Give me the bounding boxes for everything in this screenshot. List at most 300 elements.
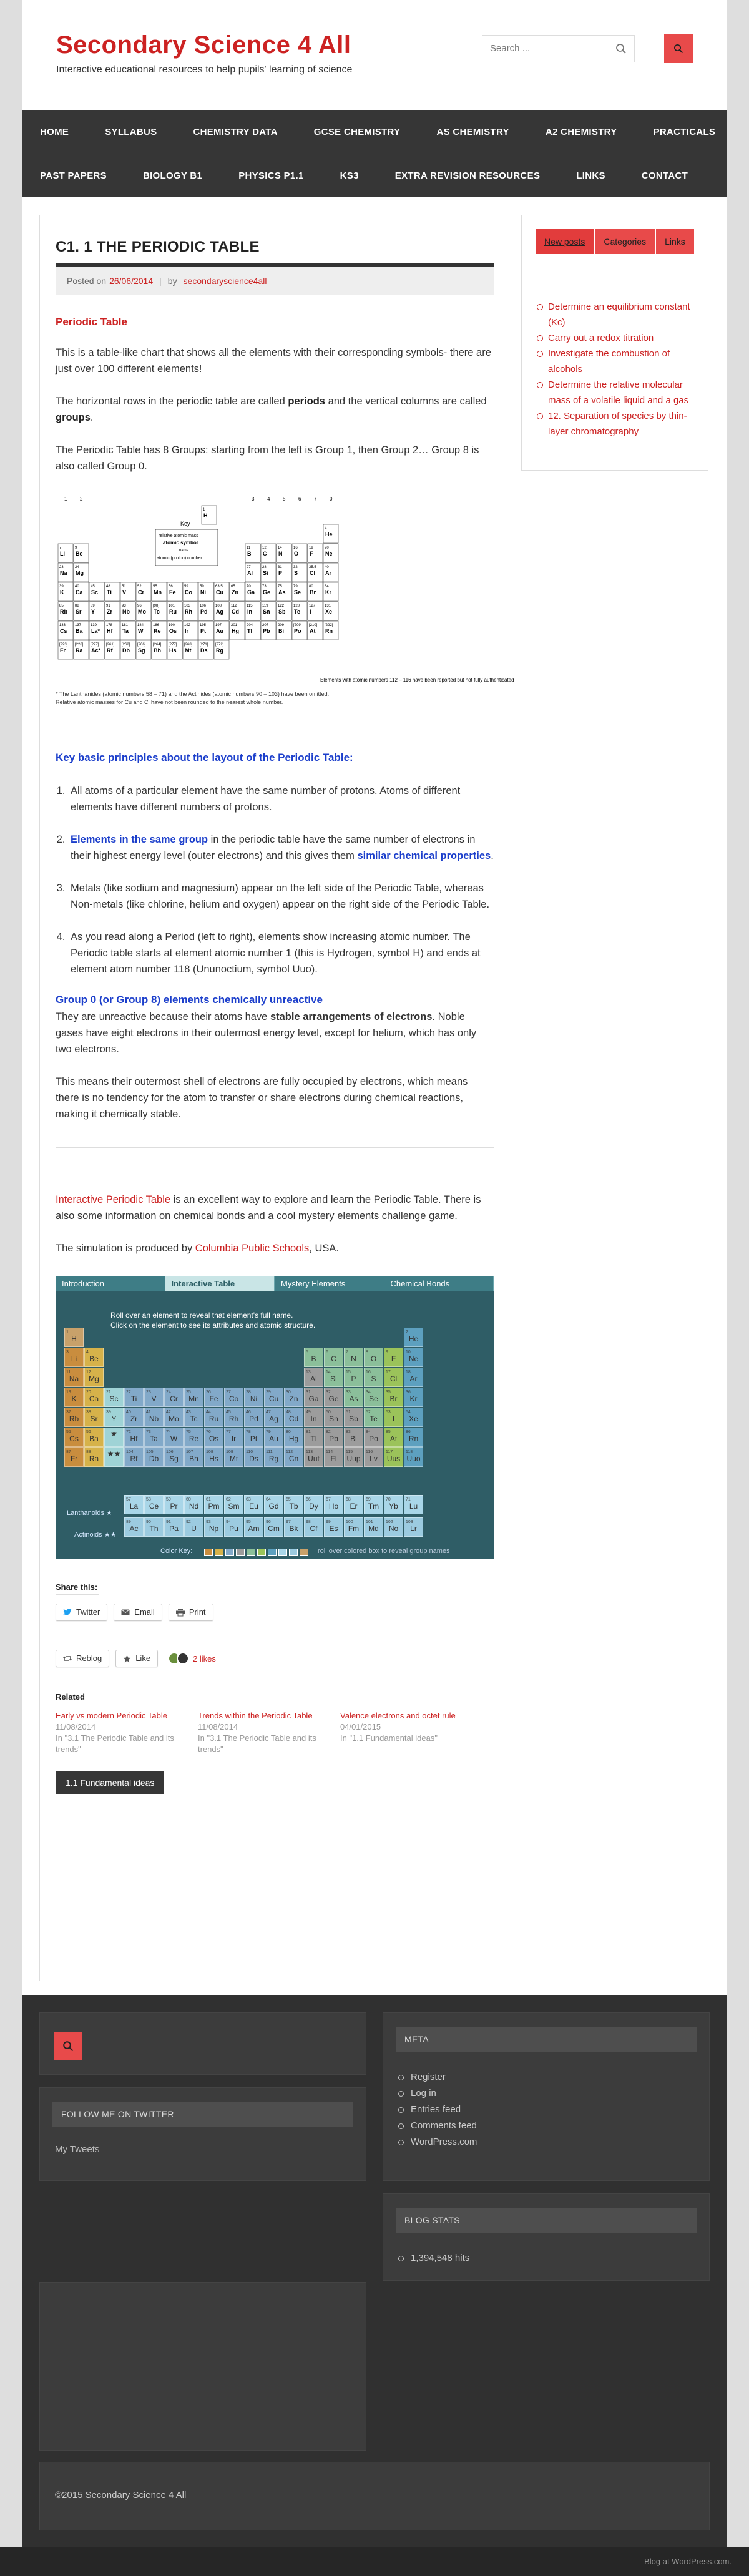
share-email-button[interactable] xyxy=(114,1604,162,1621)
ipt-element[interactable] xyxy=(224,1495,243,1514)
element-symbol: As xyxy=(278,589,286,595)
ipt-element[interactable] xyxy=(324,1495,343,1514)
interactive-periodic-table[interactable] xyxy=(56,1276,494,1559)
ipt-element[interactable] xyxy=(304,1495,323,1514)
ipt-element-symbol: Ni xyxy=(250,1394,258,1403)
ipt-element[interactable] xyxy=(344,1348,363,1367)
ipt-element[interactable] xyxy=(164,1428,184,1447)
ipt-element[interactable] xyxy=(364,1388,383,1407)
ipt-element[interactable] xyxy=(384,1388,403,1407)
nav-links[interactable]: LINKS xyxy=(576,170,605,181)
sidebar-post-link[interactable]: Determine the relative molecular mass of a volatile liquid and a gas xyxy=(536,377,695,408)
ipt-element[interactable] xyxy=(224,1428,243,1447)
ipt-element[interactable] xyxy=(404,1328,423,1347)
ipt-color-key-box[interactable] xyxy=(257,1549,266,1556)
ipt-element-number: 1 xyxy=(66,1330,69,1335)
related-post-link[interactable]: Trends within the Periodic Table xyxy=(198,1711,313,1720)
ipt-element[interactable] xyxy=(284,1447,303,1467)
ipt-element[interactable] xyxy=(204,1428,223,1447)
ipt-element[interactable] xyxy=(384,1495,403,1514)
ipt-element[interactable] xyxy=(204,1388,223,1407)
ipt-tab-mystery[interactable]: Mystery Elements xyxy=(275,1276,384,1291)
ipt-element-symbol: Mg xyxy=(89,1374,99,1383)
ipt-element[interactable] xyxy=(84,1428,104,1447)
ipt-element[interactable] xyxy=(184,1388,203,1407)
ipt-element[interactable] xyxy=(324,1368,343,1387)
ipt-element[interactable] xyxy=(404,1495,423,1514)
term-groups: groups xyxy=(56,412,91,423)
ipt-element[interactable] xyxy=(384,1428,403,1447)
ipt-element[interactable] xyxy=(164,1388,184,1407)
element-mass: 7 xyxy=(59,546,62,550)
nav-a2-chemistry[interactable]: A2 CHEMISTRY xyxy=(545,126,617,137)
ipt-element[interactable] xyxy=(144,1447,164,1467)
nav-biology-b1[interactable]: BIOLOGY B1 xyxy=(142,170,203,181)
ipt-element-number: 14 xyxy=(326,1370,331,1374)
ipt-element[interactable] xyxy=(164,1495,184,1514)
element-symbol: Sb xyxy=(278,609,286,615)
ipt-element-symbol: Al xyxy=(310,1374,317,1383)
ipt-element[interactable] xyxy=(224,1447,243,1467)
ipt-element[interactable] xyxy=(324,1348,343,1367)
ipt-element[interactable] xyxy=(264,1408,283,1427)
element-symbol: Ba xyxy=(76,628,83,634)
ipt-element[interactable] xyxy=(324,1408,343,1427)
header-search xyxy=(482,35,635,62)
element-symbol: Rg xyxy=(216,647,223,654)
interactive-paragraph xyxy=(56,1192,494,1224)
ipt-element-number: 112 xyxy=(286,1450,293,1454)
reblog-button[interactable] xyxy=(56,1650,109,1667)
ipt-element-symbol: Sr xyxy=(90,1414,98,1423)
meta-link-register[interactable]: Register xyxy=(408,2069,477,2085)
ipt-element[interactable] xyxy=(344,1428,363,1447)
ipt-element[interactable] xyxy=(104,1428,124,1447)
ipt-element-symbol: Re xyxy=(188,1434,199,1443)
element-mass: 178 xyxy=(106,624,113,627)
ipt-element[interactable] xyxy=(324,1517,343,1537)
my-tweets-link[interactable]: My Tweets xyxy=(55,2144,100,2155)
element-mass: [268] xyxy=(184,643,193,647)
site-header xyxy=(22,0,727,110)
ipt-color-key-box[interactable] xyxy=(268,1549,277,1556)
element-mass: 133 xyxy=(59,624,66,627)
element-mass: [210] xyxy=(309,624,318,627)
ipt-element[interactable] xyxy=(144,1517,164,1537)
header-search-button[interactable] xyxy=(664,34,693,63)
ipt-element-symbol: Sm xyxy=(228,1502,240,1511)
text: , USA. xyxy=(309,1243,339,1254)
element-mass: 70 xyxy=(247,585,251,589)
nav-gcse-chemistry[interactable]: GCSE CHEMISTRY xyxy=(313,126,401,137)
title-rule xyxy=(56,263,494,267)
element-symbol: Bh xyxy=(154,647,161,654)
ipt-element[interactable] xyxy=(164,1447,184,1467)
share-twitter-button[interactable] xyxy=(56,1604,107,1621)
element-cell xyxy=(58,544,73,562)
ipt-element-symbol: Rf xyxy=(130,1454,138,1463)
author-link[interactable]: secondaryscience4all xyxy=(183,276,267,286)
ipt-element[interactable] xyxy=(144,1495,164,1514)
ipt-color-key-box[interactable] xyxy=(300,1549,308,1556)
columbia-link[interactable]: Columbia Public Schools xyxy=(195,1243,310,1254)
ipt-element[interactable] xyxy=(64,1447,84,1467)
ipt-element[interactable] xyxy=(404,1447,423,1467)
ipt-element[interactable] xyxy=(284,1495,303,1514)
element-symbol: W xyxy=(138,628,144,634)
key-name: name xyxy=(179,549,189,552)
ipt-element[interactable] xyxy=(144,1408,164,1427)
footer-widgets xyxy=(22,1995,727,2547)
ipt-element-symbol: Ac xyxy=(129,1524,139,1533)
ipt-element[interactable] xyxy=(224,1388,243,1407)
element-mass: 128 xyxy=(293,604,300,608)
nav-home[interactable]: HOME xyxy=(40,126,69,137)
ipt-element[interactable] xyxy=(84,1368,104,1387)
ipt-element[interactable] xyxy=(404,1368,423,1387)
element-mass: [98] xyxy=(153,604,160,608)
ipt-color-key-box[interactable] xyxy=(278,1549,287,1556)
meta-link-wordpress[interactable]: WordPress.com xyxy=(408,2134,477,2150)
element-mass: 1 xyxy=(203,508,205,512)
element-cells xyxy=(58,506,338,659)
element-symbol: Sn xyxy=(263,609,270,615)
ipt-element[interactable] xyxy=(344,1517,363,1537)
category-button[interactable]: 1.1 Fundamental ideas xyxy=(56,1771,164,1794)
search-icon[interactable] xyxy=(615,43,627,54)
element-mass: 16 xyxy=(293,546,298,550)
element-cell xyxy=(261,602,276,620)
ipt-element[interactable] xyxy=(304,1447,323,1467)
meta-link-login[interactable]: Log in xyxy=(408,2085,477,2102)
ipt-element-symbol: Ra xyxy=(89,1454,99,1463)
tab-links[interactable]: Links xyxy=(656,229,694,254)
element-symbol: Na xyxy=(60,570,67,576)
ipt-element[interactable] xyxy=(404,1408,423,1427)
blog-stats-title: BLOG STATS xyxy=(396,2208,697,2233)
ipt-element[interactable] xyxy=(404,1517,423,1537)
ipt-element[interactable] xyxy=(264,1517,283,1537)
ipt-element[interactable] xyxy=(344,1388,363,1407)
ipt-element-number: 36 xyxy=(406,1390,411,1394)
footer-search-widget xyxy=(39,2012,366,2075)
ipt-element[interactable] xyxy=(64,1368,84,1387)
ipt-element[interactable] xyxy=(364,1447,383,1467)
ipt-element-number: 117 xyxy=(386,1450,393,1454)
element-symbol: Cd xyxy=(232,609,239,615)
text: . xyxy=(90,412,94,423)
ipt-element[interactable] xyxy=(364,1348,383,1367)
ipt-element[interactable] xyxy=(384,1408,403,1427)
ipt-element-number: 83 xyxy=(346,1430,351,1434)
ipt-element[interactable] xyxy=(304,1517,323,1537)
post-date-link[interactable]: 26/06/2014 xyxy=(109,276,154,286)
ipt-element[interactable] xyxy=(244,1388,263,1407)
ipt-element[interactable] xyxy=(284,1517,303,1537)
nav-contact[interactable]: CONTACT xyxy=(641,170,688,181)
element-mass: [226] xyxy=(75,643,84,647)
element-symbol: He xyxy=(325,531,333,537)
ipt-element[interactable] xyxy=(304,1428,323,1447)
ipt-element-symbol: Tc xyxy=(190,1414,198,1423)
ipt-tab-bonds[interactable]: Chemical Bonds xyxy=(384,1276,494,1291)
nav-ks3[interactable]: KS3 xyxy=(340,170,359,181)
ipt-element-symbol: W xyxy=(170,1434,178,1443)
nav-syllabus[interactable]: SYLLABUS xyxy=(105,126,157,137)
ipt-element[interactable] xyxy=(104,1447,124,1467)
ipt-element-symbol: U xyxy=(191,1524,197,1533)
ipt-element-symbol: Cr xyxy=(170,1394,178,1403)
sidebar-post-link[interactable]: Carry out a redox titration xyxy=(536,330,695,346)
ipt-element[interactable] xyxy=(164,1517,184,1537)
footer-empty-widget xyxy=(39,2282,366,2451)
ipt-element-number: 7 xyxy=(346,1350,348,1354)
ipt-element-symbol: P xyxy=(351,1374,356,1383)
ipt-element[interactable] xyxy=(244,1495,263,1514)
tab-new-posts[interactable]: New posts xyxy=(536,229,594,254)
element-mass: 59 xyxy=(184,585,188,589)
share-title: Share this: xyxy=(56,1582,98,1592)
ipt-element-symbol: Lv xyxy=(370,1454,378,1463)
ipt-element[interactable] xyxy=(344,1408,363,1427)
group0-paragraph xyxy=(56,1009,494,1057)
ipt-element[interactable] xyxy=(144,1388,164,1407)
ipt-element[interactable] xyxy=(164,1408,184,1427)
ipt-element[interactable] xyxy=(264,1495,283,1514)
ipt-element[interactable] xyxy=(264,1428,283,1447)
ipt-element[interactable] xyxy=(64,1408,84,1427)
ipt-element[interactable] xyxy=(324,1447,343,1467)
like-button[interactable] xyxy=(115,1650,158,1667)
ipt-color-key-box[interactable] xyxy=(289,1549,298,1556)
ipt-element-number: 17 xyxy=(386,1370,391,1374)
search-input[interactable] xyxy=(482,36,607,61)
ipt-element-symbol: Ir xyxy=(231,1434,237,1443)
ipt-element-symbol: V xyxy=(151,1394,157,1403)
ipt-element[interactable] xyxy=(84,1447,104,1467)
ipt-element[interactable] xyxy=(344,1447,363,1467)
ipt-element[interactable] xyxy=(244,1447,263,1467)
avatar[interactable] xyxy=(177,1652,189,1665)
related-post-category: In "3.1 The Periodic Table and its trends" xyxy=(198,1733,316,1754)
ipt-element-number: 56 xyxy=(86,1430,91,1434)
interactive-table-link[interactable]: Interactive Periodic Table xyxy=(56,1194,171,1205)
ipt-element[interactable] xyxy=(124,1428,144,1447)
element-cell xyxy=(230,582,245,601)
ipt-color-key-box[interactable] xyxy=(247,1549,255,1556)
element-cell xyxy=(167,602,182,620)
nav-as-chemistry[interactable]: AS CHEMISTRY xyxy=(436,126,509,137)
related-post-category: In "1.1 Fundamental ideas" xyxy=(340,1733,438,1743)
ipt-element[interactable] xyxy=(84,1388,104,1407)
ipt-element-number: 101 xyxy=(366,1520,373,1524)
ipt-element[interactable] xyxy=(124,1495,144,1514)
ipt-element[interactable] xyxy=(364,1495,383,1514)
element-symbol: Al xyxy=(247,570,253,576)
sidebar-post-link[interactable]: Determine an equilibrium constant (Kc) xyxy=(536,299,695,330)
likes-count[interactable]: 2 likes xyxy=(193,1653,216,1663)
ipt-element[interactable] xyxy=(244,1428,263,1447)
element-cell xyxy=(183,640,198,659)
ipt-element-symbol: Be xyxy=(89,1354,99,1363)
ipt-element[interactable] xyxy=(304,1388,323,1407)
ipt-tab-interactive[interactable]: Interactive Table xyxy=(165,1276,275,1291)
ipt-element[interactable] xyxy=(204,1447,223,1467)
element-mass: 20 xyxy=(325,546,329,550)
text: The horizontal rows in the periodic table are called xyxy=(56,396,288,407)
ipt-element[interactable] xyxy=(324,1428,343,1447)
nav-chemistry-data[interactable]: CHEMISTRY DATA xyxy=(193,126,278,137)
element-mass: 75 xyxy=(278,585,282,589)
ipt-element[interactable] xyxy=(124,1447,144,1467)
ipt-element[interactable] xyxy=(124,1517,144,1537)
ipt-element-number: 4 xyxy=(86,1350,89,1354)
ipt-element[interactable] xyxy=(364,1428,383,1447)
ipt-element[interactable] xyxy=(304,1368,323,1387)
ipt-element[interactable] xyxy=(184,1408,203,1427)
meta-link-comments-feed[interactable]: Comments feed xyxy=(408,2118,477,2134)
element-symbol: Ru xyxy=(169,609,177,615)
element-symbol: Ag xyxy=(216,609,223,615)
blog-hits: 1,394,548 hits xyxy=(408,2250,469,2266)
element-symbol: Fe xyxy=(169,589,176,595)
element-mass: 192 xyxy=(184,624,191,627)
element-mass: 14 xyxy=(278,546,282,550)
element-mass: 52 xyxy=(137,585,142,589)
ipt-element-number: 33 xyxy=(346,1390,351,1394)
ipt-element[interactable] xyxy=(64,1348,84,1367)
like-row xyxy=(56,1650,494,1667)
ipt-element-symbol: Sn xyxy=(329,1414,338,1423)
ipt-element[interactable] xyxy=(144,1428,164,1447)
key-symbol: atomic symbol xyxy=(163,540,198,546)
ipt-element[interactable] xyxy=(104,1408,124,1427)
ipt-tab-introduction[interactable]: Introduction xyxy=(56,1276,165,1291)
ipt-element[interactable] xyxy=(84,1408,104,1427)
ipt-color-key-box[interactable] xyxy=(215,1549,223,1556)
ipt-element[interactable] xyxy=(404,1348,423,1367)
element-cell xyxy=(308,621,323,640)
ipt-element-number: 103 xyxy=(406,1520,413,1524)
blog-at-wordpress-link[interactable]: Blog at WordPress.com. xyxy=(644,2557,732,2566)
ipt-element[interactable] xyxy=(184,1447,203,1467)
ipt-element[interactable] xyxy=(284,1408,303,1427)
meta-link-entries-feed[interactable]: Entries feed xyxy=(408,2102,477,2118)
ipt-element[interactable] xyxy=(124,1388,144,1407)
ipt-element[interactable] xyxy=(64,1328,84,1347)
ipt-element[interactable] xyxy=(244,1517,263,1537)
ipt-element[interactable] xyxy=(384,1517,403,1537)
ipt-element[interactable] xyxy=(344,1495,363,1514)
ipt-element[interactable] xyxy=(384,1368,403,1387)
related-post-link[interactable]: Early vs modern Periodic Table xyxy=(56,1711,167,1720)
ipt-color-key-box[interactable] xyxy=(236,1549,245,1556)
ipt-element[interactable] xyxy=(124,1408,144,1427)
ipt-element[interactable] xyxy=(284,1428,303,1447)
element-mass: 108 xyxy=(215,604,222,608)
ipt-element[interactable] xyxy=(264,1447,283,1467)
ipt-element[interactable] xyxy=(224,1408,243,1427)
nav-practicals[interactable]: PRACTICALS xyxy=(653,126,716,137)
ipt-element[interactable] xyxy=(64,1388,84,1407)
site-title[interactable]: Secondary Science 4 All xyxy=(56,31,351,59)
ipt-element[interactable] xyxy=(384,1447,403,1467)
ipt-element[interactable] xyxy=(204,1517,223,1537)
ipt-element[interactable] xyxy=(184,1495,203,1514)
ipt-element[interactable] xyxy=(324,1388,343,1407)
ipt-element[interactable] xyxy=(404,1388,423,1407)
ipt-element[interactable] xyxy=(284,1388,303,1407)
ipt-element-symbol: Pm xyxy=(208,1502,220,1511)
ipt-element-symbol: Na xyxy=(69,1374,79,1383)
ipt-element[interactable] xyxy=(224,1517,243,1537)
ipt-element[interactable] xyxy=(304,1408,323,1427)
ipt-element-symbol: Si xyxy=(330,1374,337,1383)
element-mass: 190 xyxy=(169,624,175,627)
element-symbol: Ti xyxy=(107,589,112,595)
ipt-element[interactable] xyxy=(364,1368,383,1387)
ipt-element-number: 44 xyxy=(206,1410,211,1414)
element-cell xyxy=(152,602,167,620)
element-symbol: Ar xyxy=(325,570,332,576)
ipt-element[interactable] xyxy=(184,1517,203,1537)
ipt-element-number: 58 xyxy=(146,1497,151,1502)
element-mass: 93 xyxy=(122,604,126,608)
tab-categories[interactable]: Categories xyxy=(595,229,655,254)
related-post-link[interactable]: Valence electrons and octet rule xyxy=(340,1711,456,1720)
sidebar-post-link[interactable]: 12. Separation of species by thin-layer chromatography xyxy=(536,408,695,439)
ipt-element[interactable] xyxy=(364,1517,383,1537)
footer-search-button[interactable] xyxy=(54,2032,82,2060)
element-symbol: Zr xyxy=(107,609,112,615)
element-mass: 51 xyxy=(122,585,126,589)
ipt-element[interactable] xyxy=(204,1408,223,1427)
sidebar-post-link[interactable]: Investigate the combustion of alcohols xyxy=(536,346,695,377)
share-print-button[interactable] xyxy=(169,1604,213,1621)
ipt-element[interactable] xyxy=(204,1495,223,1514)
ipt-element-number: 37 xyxy=(66,1410,71,1414)
element-cell xyxy=(308,563,323,582)
element-mass: 48 xyxy=(106,585,110,589)
element-cell xyxy=(120,621,135,640)
ipt-element[interactable] xyxy=(344,1368,363,1387)
ipt-element[interactable] xyxy=(104,1388,124,1407)
ipt-element-number: 90 xyxy=(146,1520,151,1524)
ipt-element[interactable] xyxy=(384,1348,403,1367)
ipt-color-key-box[interactable] xyxy=(204,1549,213,1556)
nav-physics-p11[interactable]: PHYSICS P1.1 xyxy=(238,170,304,181)
ipt-element[interactable] xyxy=(84,1348,104,1367)
nav-past-papers[interactable]: PAST PAPERS xyxy=(40,170,107,181)
nav-extra-revision[interactable]: EXTRA REVISION RESOURCES xyxy=(394,170,541,181)
ipt-element[interactable] xyxy=(304,1348,323,1367)
ipt-element[interactable] xyxy=(364,1408,383,1427)
ipt-element-symbol: Uuo xyxy=(406,1454,421,1463)
ipt-element[interactable] xyxy=(264,1388,283,1407)
ipt-element-number: 67 xyxy=(326,1497,331,1502)
ipt-color-key-box[interactable] xyxy=(225,1549,234,1556)
ipt-element-number: 88 xyxy=(86,1450,91,1454)
ipt-element-symbol: Db xyxy=(149,1454,159,1463)
groups-paragraph: The Periodic Table has 8 Groups: starting from the left is Group 1, then Group 2… Group 8 is also called Group 0. xyxy=(56,444,479,472)
ipt-element[interactable] xyxy=(184,1428,203,1447)
ipt-element[interactable] xyxy=(64,1428,84,1447)
element-cell xyxy=(245,602,260,620)
element-symbol: Ta xyxy=(122,628,129,634)
ipt-element[interactable] xyxy=(244,1408,263,1427)
text: in the periodic table have the same number of electrons in their highest energy level (outer electrons) and this gives them xyxy=(71,834,476,861)
ipt-element[interactable] xyxy=(404,1428,423,1447)
